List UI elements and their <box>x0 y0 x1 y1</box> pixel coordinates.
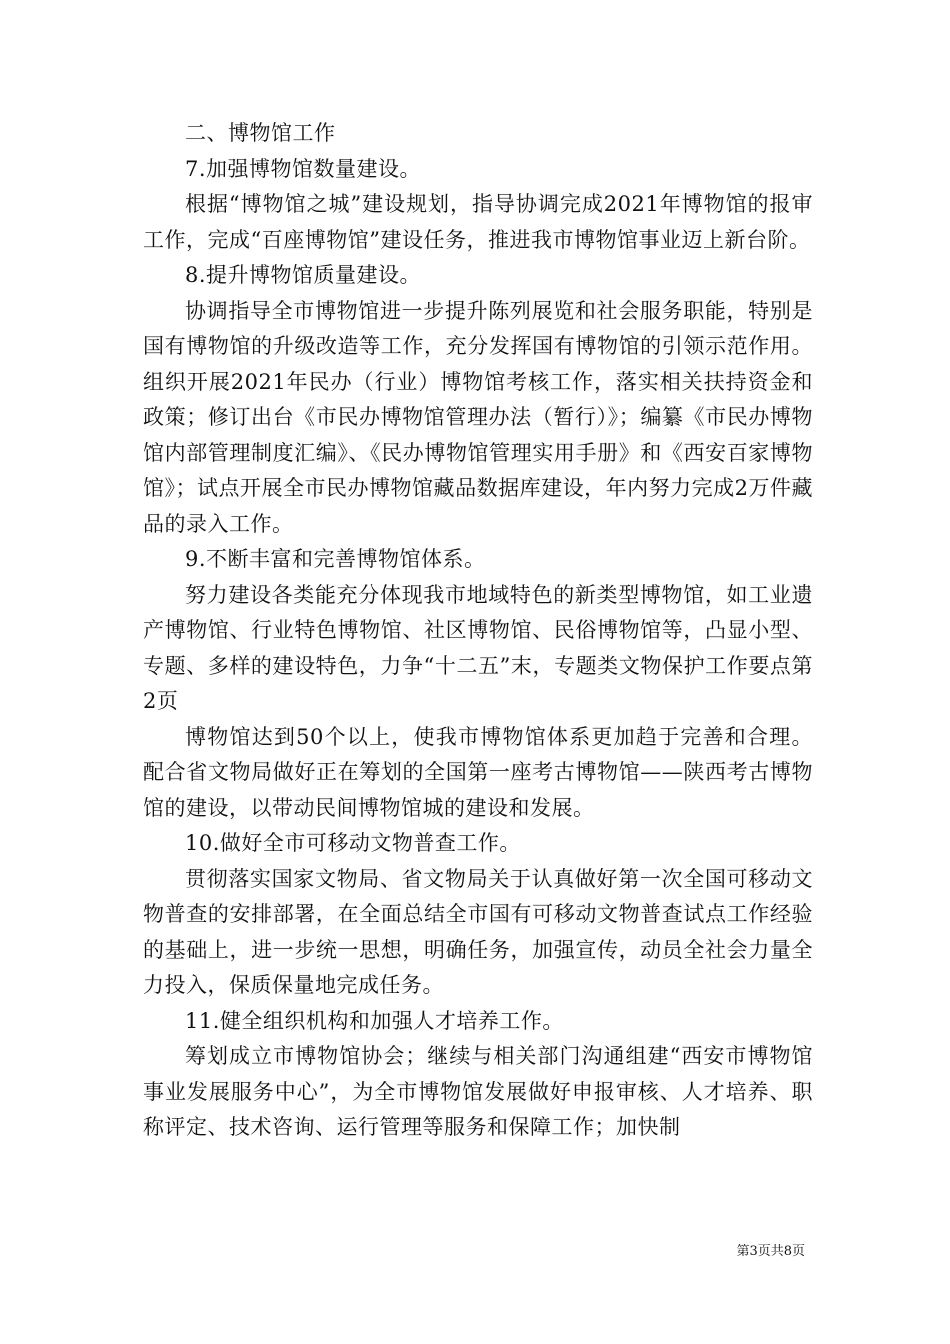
paragraph-10: 贯彻落实国家文物局、省文物局关于认真做好第一次全国可移动文物普查的安排部署，在全面总结全市国有可移动文物普查试点工作经验的基础上，进一步统一思想，明确任务，加强宣传，动员全社会力量全力投入，保质保量地完成任务。 <box>143 866 813 997</box>
paragraph-7: 根据“博物馆之城”建设规划，指导协调完成2021年博物馆的报审工作，完成“百座博物馆”建设任务，推进我市博物馆事业迈上新台阶。 <box>143 192 813 252</box>
paragraph-11: 筹划成立市博物馆协会；继续与相关部门沟通组建“西安市博物馆事业发展服务中心”，为全市博物馆发展做好申报审核、人才培养、职称评定、技术咨询、运行管理等服务和保障工作；加快制 <box>143 1044 813 1139</box>
item-heading-9: 9.不断丰富和完善博物馆体系。 <box>185 547 486 571</box>
paragraph-8: 协调指导全市博物馆进一步提升陈列展览和社会服务职能，特别是国有博物馆的升级改造等工作，充分发挥国有博物馆的引领示范作用。组织开展2021年民办（行业）博物馆考核工作，落实相关扶持资金和政策；修订出台《市民办博物馆管理办法（暂行）》；编纂《市民办博物馆内部管理制度汇编》、《民办博物馆管理实用手册》和《西安百家博物馆》；试点开展全市民办博物馆藏品数据库建设，年内努力完成2万件藏品的录入工作。 <box>143 298 813 536</box>
section-heading: 二、博物馆工作 <box>185 121 336 145</box>
document-body <box>143 116 813 1146</box>
item-heading-8: 8.提升博物馆质量建设。 <box>185 263 422 287</box>
item-heading-11: 11.健全组织机构和加强人才培养工作。 <box>185 1008 564 1033</box>
page-number-footer: 第3页共8页 <box>736 1244 805 1259</box>
item-heading-10: 10.做好全市可移动文物普查工作。 <box>185 831 521 855</box>
paragraph-9a: 努力建设各类能充分体现我市地域特色的新类型博物馆，如工业遗产博物馆、行业特色博物馆、社区博物馆、民俗博物馆等，凸显小型、专题、多样的建设特色，力争“十二五”末，专题类文物保护工作要点第2页 <box>143 582 813 713</box>
item-heading-7: 7.加强博物馆数量建设。 <box>185 156 422 181</box>
paragraph-9b: 博物馆达到50个以上，使我市博物馆体系更加趋于完善和合理。配合省文物局做好正在筹划的全国第一座考古博物馆——陕西考古博物馆的建设，以带动民间博物馆城的建设和发展。 <box>143 724 813 820</box>
